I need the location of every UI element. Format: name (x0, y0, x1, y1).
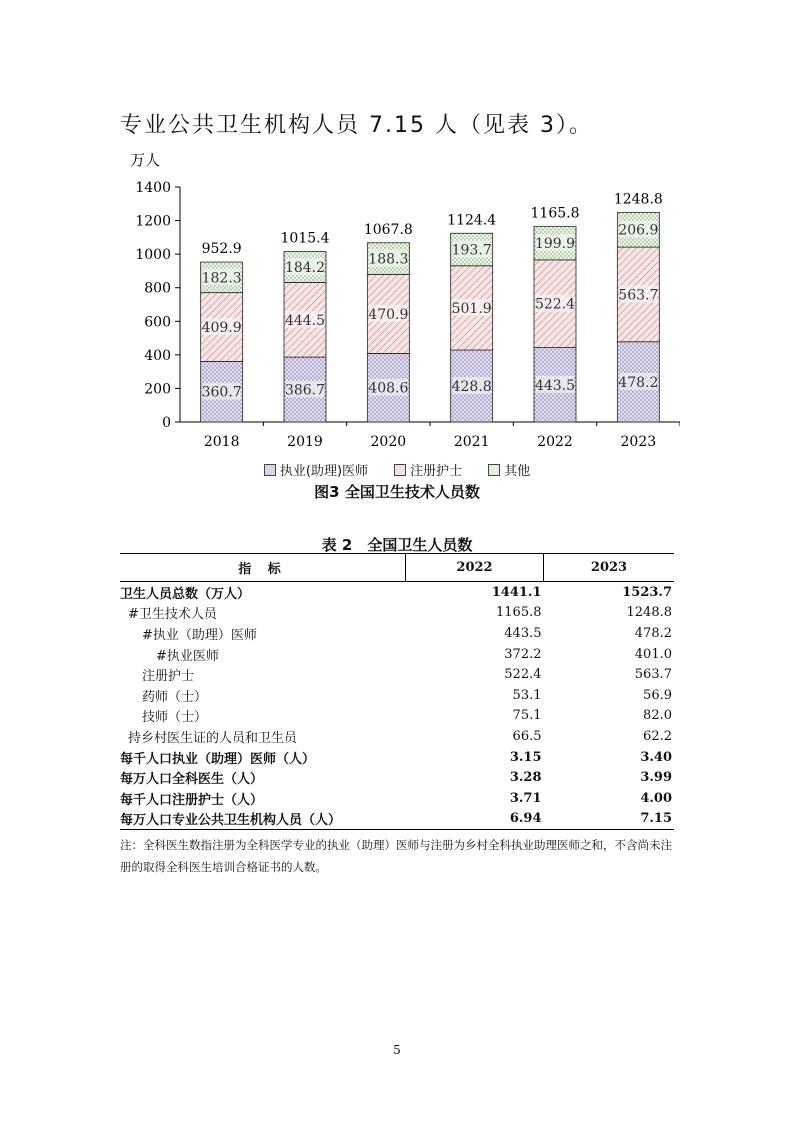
table-row (120, 664, 674, 685)
bar-segment-label: 360.7 (201, 384, 242, 401)
row-label: 技师（士） (142, 710, 208, 726)
bar-total-label: 1248.8 (613, 191, 663, 208)
table-row (120, 685, 674, 706)
bar-segment-label: 182.3 (201, 270, 242, 287)
row-value-2023: 62.2 (643, 728, 672, 744)
table-row (120, 767, 674, 788)
row-label: 每千人口注册护士（人） (120, 792, 264, 808)
bar-segment-label: 501.9 (451, 300, 492, 317)
row-value-2022: 1165.8 (496, 605, 542, 621)
row-value-2022: 75.1 (512, 708, 542, 724)
row-value-2023: 82.0 (643, 708, 672, 724)
x-tick-label: 2021 (453, 434, 490, 450)
figure-caption: 图3 全国卫生技术人员数 (314, 483, 480, 501)
header-indicator: 指 标 (120, 554, 406, 582)
row-value-2022: 1441.1 (491, 584, 542, 600)
chart-legend (0, 460, 794, 479)
row-value-2022: 3.28 (509, 770, 542, 786)
row-value-2022: 53.1 (512, 687, 542, 703)
bar-segment-label: 199.9 (534, 236, 576, 253)
row-value-2023: 401.0 (634, 646, 672, 662)
header-year-2022: 2022 (406, 554, 544, 582)
legend-label-physicians: 执业(助理)医师 (279, 464, 369, 479)
page-number: 5 (393, 1043, 401, 1057)
row-label: #执业（助理）医师 (142, 627, 257, 643)
bar-segment-label: 522.4 (534, 296, 576, 313)
row-value-2022: 6.94 (406, 809, 544, 830)
row-value-2023: 7.15 (544, 809, 675, 830)
table-row (120, 706, 674, 727)
legend-swatch-nurses (394, 464, 406, 476)
y-tick-label: 800 (144, 280, 171, 297)
row-value-2022: 3.71 (509, 790, 542, 806)
legend-label-nurses: 注册护士 (410, 464, 463, 479)
legend-swatch-other (488, 464, 500, 476)
header-year-2023: 2023 (544, 554, 675, 582)
bar-segment-label: 443.5 (534, 377, 576, 394)
table-header-row (120, 554, 674, 582)
intro-text: 专业公共卫生机构人员 7.15 人（见表 3）。 (120, 113, 593, 138)
health-staff-table (120, 553, 674, 830)
row-label: 注册护士 (142, 669, 195, 685)
legend-label-other: 其他 (504, 464, 531, 479)
row-value-2023: 478.2 (634, 625, 672, 641)
table-row (120, 788, 674, 809)
bar-total-label: 1124.4 (447, 212, 497, 229)
y-tick-label: 200 (144, 381, 171, 398)
row-value-2022: 66.5 (512, 728, 542, 744)
bar-segment-label: 193.7 (451, 242, 492, 259)
x-tick-label: 2019 (287, 434, 323, 450)
bar-total-label: 1165.8 (530, 205, 580, 222)
bar-segment-label: 470.9 (368, 306, 409, 323)
row-label: #执业医师 (156, 648, 219, 664)
table-row (120, 582, 674, 603)
table-note: 注：全科医生数指注册为全科医学专业的执业（助理）医师与注册为乡村全科执业助理医师之和，不含尚未注册的取得全科医生培训合格证书的人数。 (120, 838, 672, 874)
row-value-2022: 443.5 (504, 625, 542, 641)
y-tick-label: 1000 (135, 247, 171, 264)
y-tick-label: 1400 (135, 180, 171, 196)
table-row (120, 726, 674, 747)
row-label: 药师（士） (142, 689, 208, 705)
staff-bar-chart (110, 145, 680, 465)
bar-segment-label: 206.9 (618, 222, 659, 239)
legend-item-nurses (394, 460, 462, 479)
y-tick-label: 400 (144, 347, 171, 364)
bar-segment-label: 188.3 (368, 251, 409, 268)
row-label: #卫生技术人员 (128, 607, 217, 623)
row-value-2022: 372.2 (504, 646, 542, 662)
x-tick-label: 2023 (620, 434, 657, 450)
bar-total-label: 1015.4 (280, 230, 330, 247)
row-label: 每万人口专业公共卫生机构人员（人） (120, 809, 406, 830)
y-axis-unit-label: 万人 (130, 151, 161, 169)
row-value-2023: 3.99 (640, 770, 672, 786)
row-label: 每万人口全科医生（人） (120, 772, 264, 788)
bar-total-label: 952.9 (201, 241, 242, 258)
row-value-2023: 1523.7 (622, 584, 672, 600)
bar-segment-label: 184.2 (284, 260, 326, 277)
y-tick-label: 0 (162, 415, 171, 431)
bar-segment-label: 428.8 (451, 379, 492, 396)
x-tick-label: 2018 (203, 434, 240, 450)
y-tick-label: 600 (144, 314, 171, 331)
legend-item-physicians (264, 460, 368, 479)
row-value-2023: 1248.8 (626, 605, 672, 621)
row-label: 每千人口执业（助理）医师（人） (120, 751, 316, 767)
bar-total-label: 1067.8 (363, 221, 413, 238)
table-row (120, 644, 674, 665)
bar-segment-label: 478.2 (618, 374, 659, 391)
bar-segment-label: 444.5 (284, 312, 326, 329)
bar-segment-label: 386.7 (284, 382, 326, 399)
table-row (120, 623, 674, 644)
bar-segment-label: 409.9 (201, 320, 242, 337)
x-tick-label: 2022 (537, 434, 573, 450)
row-value-2022: 3.15 (509, 749, 542, 765)
row-value-2023: 4.00 (640, 790, 672, 806)
y-tick-label: 1200 (135, 213, 171, 230)
table-title: 表 2 全国卫生人员数 (321, 536, 473, 554)
row-value-2022: 522.4 (504, 667, 542, 683)
bar-segment-label: 408.6 (368, 380, 409, 397)
legend-item-other (488, 460, 530, 479)
row-value-2023: 3.40 (640, 749, 672, 765)
bar-segment-label: 563.7 (618, 287, 659, 304)
legend-swatch-physicians (264, 464, 276, 476)
table-row (120, 809, 674, 830)
row-value-2023: 563.7 (634, 667, 672, 683)
row-value-2023: 56.9 (643, 687, 672, 703)
table-row (120, 747, 674, 768)
x-tick-label: 2020 (370, 434, 407, 450)
table-row (120, 603, 674, 624)
row-label: 持乡村医生证的人员和卫生员 (128, 730, 298, 746)
row-label: 卫生人员总数（万人） (120, 586, 251, 602)
